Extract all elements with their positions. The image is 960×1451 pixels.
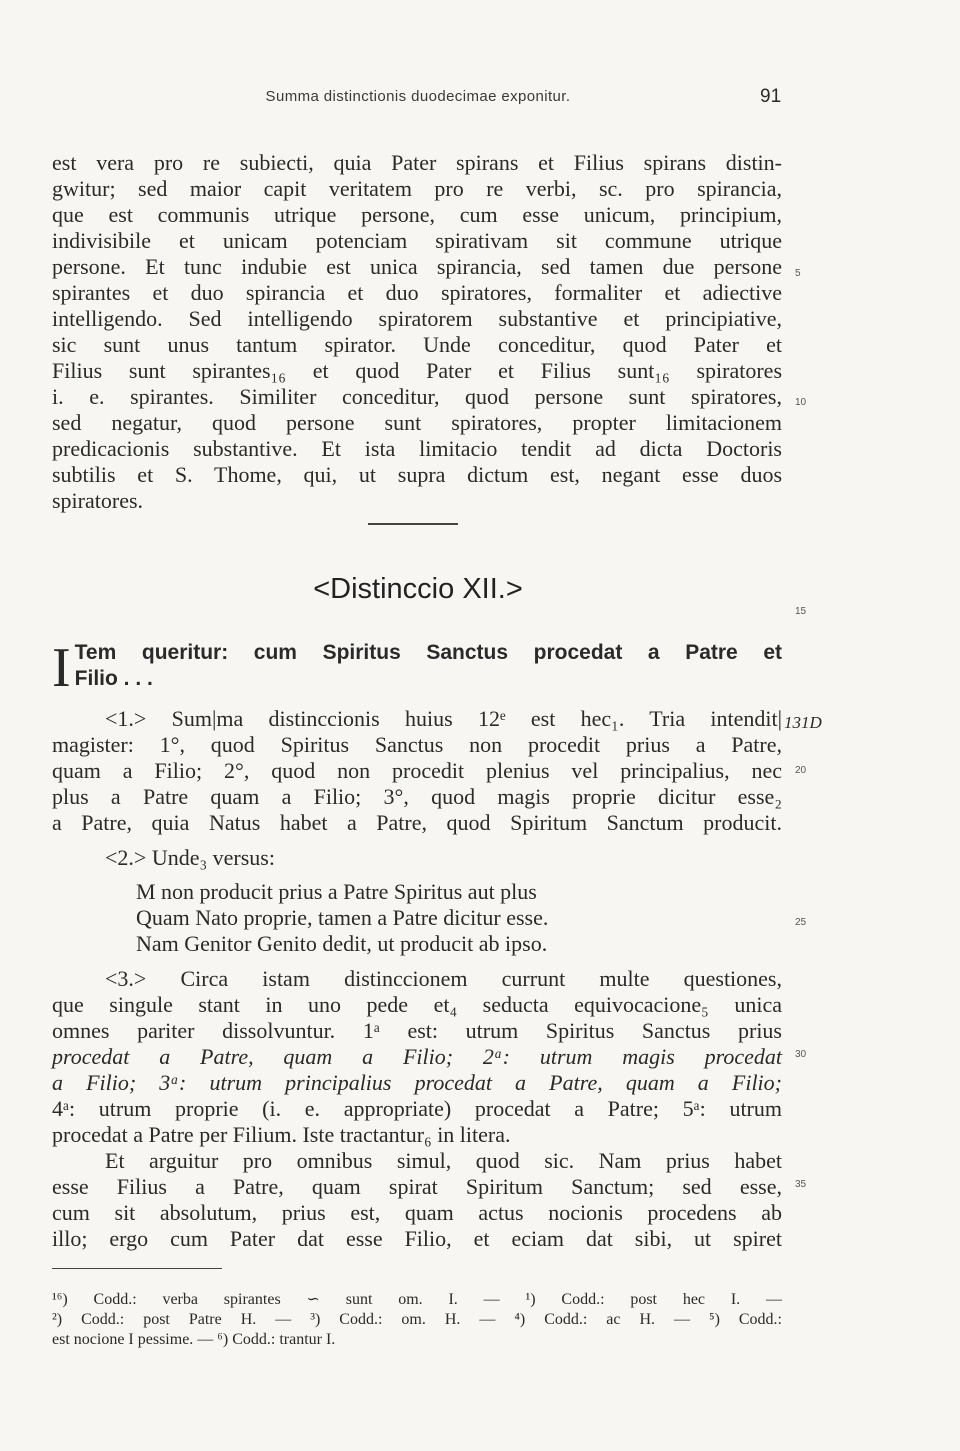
text-line: magister: 1°, quod Spiritus Sanctus non procedit prius a Patre, (52, 732, 782, 757)
text-line: est vera pro re subiecti, quia Pater spirans et Filius spirans distin- (52, 150, 782, 175)
text-line: procedat a Patre, quam a Filio; 2ᵃ: utrum magis procedat (52, 1044, 782, 1069)
text-line: <3.> Circa istam distinccionem currunt multe questiones, (105, 966, 782, 991)
text-line: spiratores. (52, 488, 144, 513)
question-line: Filio . . . (74, 667, 153, 690)
running-title: Summa distinctionis duodecimae exponitur. (265, 88, 571, 105)
text-line: que singule stant in uno pede et₄ seducta equivocacione₅ unica (52, 992, 782, 1017)
opening-question (52, 637, 782, 699)
text-line: illo; ergo cum Pater dat esse Filio, et eciam dat sibi, ut spiret (52, 1226, 782, 1251)
margin-line-number: 10 (795, 397, 807, 408)
footnote-line: ²) Codd.: post Patre H. — ³) Codd.: om. H. — ⁴) Codd.: ac H. — ⁵) Codd.: (52, 1311, 782, 1328)
text-line: quam a Filio; 2°, quod non procedit plenius vel principalius, nec (52, 758, 782, 783)
drop-initial: I (52, 637, 71, 699)
margin-line-number: 30 (795, 1049, 807, 1060)
footnote-rule (52, 1268, 222, 1269)
text-line: intelligendo. Sed intelligendo spiratorem substantive et principiative, (52, 306, 782, 331)
text-line: a Filio; 3ᵃ: utrum principalius procedat a Patre, quam a Filio; (52, 1070, 782, 1095)
verse-line: Nam Genitor Genito dedit, ut producit ab ipso. (136, 931, 548, 956)
text-line: sed negatur, quod persone sunt spiratores, propter limitacionem (52, 410, 782, 435)
text-line: subtilis et S. Thome, qui, ut supra dictum est, negant esse duos (52, 462, 782, 487)
text-line: <1.> Sum|ma distinccionis huius 12ᵉ est hec₁. Tria intendit| (105, 706, 782, 731)
text-line: Et arguitur pro omnibus simul, quod sic. Nam prius habet (105, 1148, 782, 1173)
folio-reference: 131D (784, 713, 822, 732)
section-title: <Distinccio XII.> (313, 573, 523, 605)
question-line: Tem queritur: cum Spiritus Sanctus procedat a Patre et (74, 641, 782, 664)
text-line: indivisibile et unicam potenciam spirativam sit commune utrique (52, 228, 782, 253)
page-number: 91 (760, 86, 782, 107)
text-line: <2.> Unde₃ versus: (105, 845, 275, 870)
text-line: Filius sunt spirantes₁₆ et quod Pater et Filius sunt₁₆ spiratores (52, 358, 782, 383)
text-line: predicacionis substantive. Et ista limitacio tendit ad dicta Doctoris (52, 436, 782, 461)
footnote-line: ¹⁶) Codd.: verba spirantes ∽ sunt om. I. — ¹) Codd.: post hec I. — (52, 1291, 782, 1308)
text-line: sic sunt unus tantum spirator. Unde conceditur, quod Pater et (52, 332, 782, 357)
margin-line-number: 35 (795, 1179, 807, 1190)
text-line: omnes pariter dissolvuntur. 1ᵃ est: utrum Spiritus Sanctus prius (52, 1018, 782, 1043)
text-line: procedat a Patre per Filium. Iste tractantur₆ in litera. (52, 1122, 511, 1147)
verse-line: Quam Nato proprie, tamen a Patre dicitur esse. (136, 905, 549, 930)
footnote-line: est nocione I pessime. — ⁶) Codd.: trantur I. (52, 1331, 336, 1348)
text-line: i. e. spirantes. Similiter conceditur, quod persone sunt spiratores, (52, 384, 782, 409)
text-line: persone. Et tunc indubie est unica spirancia, sed tamen due persone (52, 254, 782, 279)
margin-line-number: 20 (795, 765, 807, 776)
margin-line-number: 15 (795, 606, 807, 617)
text-line: spirantes et duo spirancia et duo spiratores, formaliter et adiective (52, 280, 782, 305)
text-line: plus a Patre quam a Filio; 3°, quod magis proprie dicitur esse₂ (52, 784, 782, 809)
text-line: cum sit absolutum, prius est, quam actus nocionis procedens ab (52, 1200, 782, 1225)
text-line: a Patre, quia Natus habet a Patre, quod Spiritum Sanctum producit. (52, 810, 782, 835)
text-line: que est communis utrique persone, cum esse unicum, principium, (52, 202, 782, 227)
section-divider (368, 523, 458, 525)
margin-line-number: 5 (795, 268, 801, 279)
margin-line-number: 25 (795, 917, 807, 928)
text-line: 4ᵃ: utrum proprie (i. e. appropriate) procedat a Patre; 5ᵃ: utrum (52, 1096, 782, 1121)
verse-line: M non producit prius a Patre Spiritus aut plus (136, 879, 537, 904)
text-line: gwitur; sed maior capit veritatem pro re verbi, sc. pro spirancia, (52, 176, 782, 201)
text-line: esse Filius a Patre, quam spirat Spiritum Sanctum; sed esse, (52, 1174, 782, 1199)
